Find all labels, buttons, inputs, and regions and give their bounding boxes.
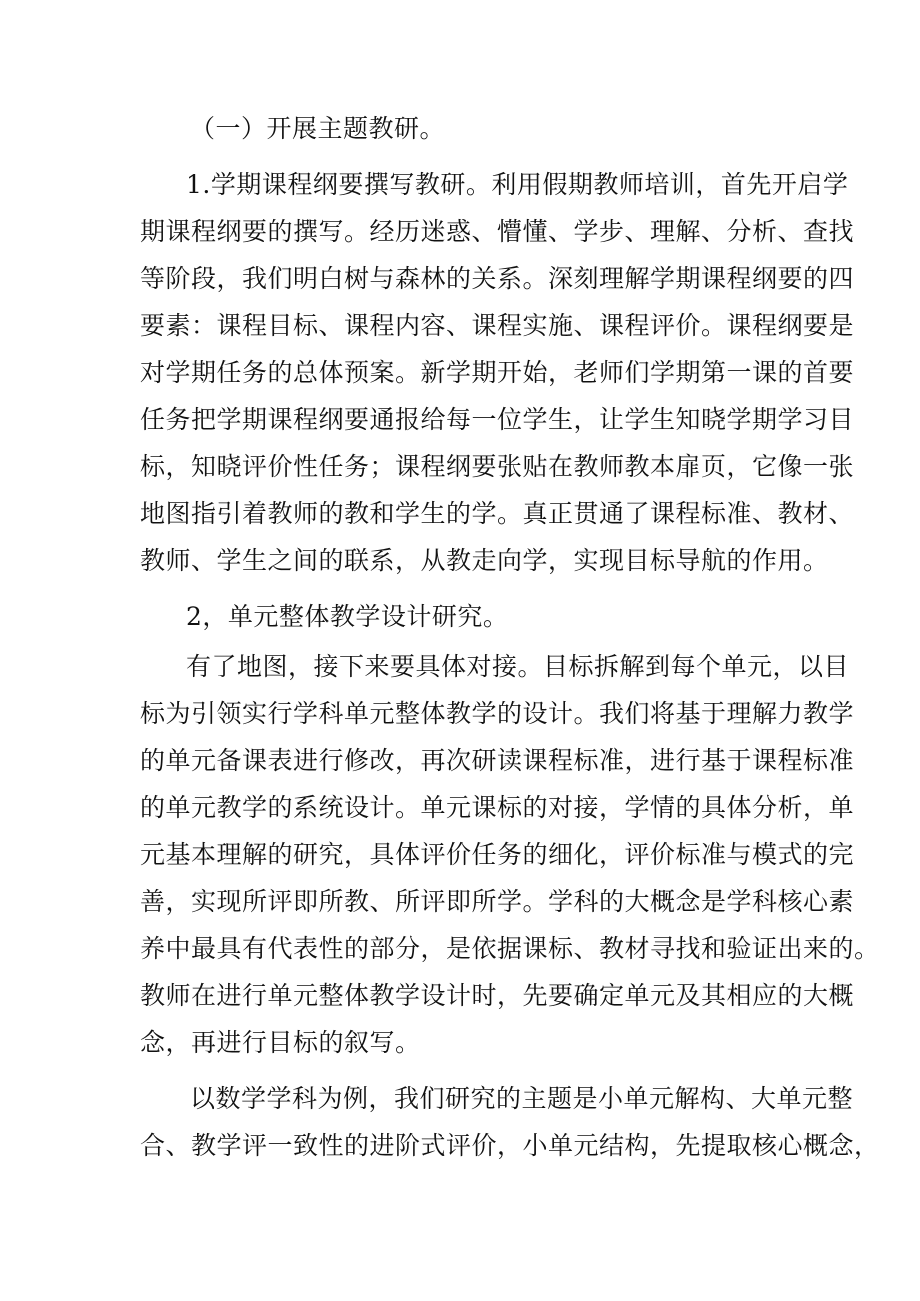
paragraph-line: 教师、学生之间的联系，从教走向学，实现目标导航的作用。 — [140, 546, 829, 575]
paragraph-line: 有了地图，接下来要具体对接。目标拆解到每个单元，以目 — [186, 652, 850, 681]
paragraph-line: 合、教学评一致性的进阶式评价，小单元结构，先提取核心概念， — [140, 1131, 880, 1160]
paragraph-line: 等阶段，我们明白树与森林的关系。深刻理解学期课程纲要的四 — [140, 264, 855, 293]
paragraph-line: 教师在进行单元整体教学设计时，先要确定单元及其相应的大概 — [140, 981, 855, 1010]
paragraph-line: 元基本理解的研究，具体评价任务的细化，评价标准与模式的完 — [140, 840, 855, 869]
paragraph-line: 期课程纲要的撰写。经历迷惑、懵懂、学步、理解、分析、查找 — [140, 217, 855, 246]
paragraph-line: 1.学期课程纲要撰写教研。利用假期教师培训，首先开启学 — [186, 170, 849, 199]
paragraph-line: 的单元备课表进行修改，再次研读课程标准，进行基于课程标准 — [140, 746, 855, 775]
paragraph-line: 地图指引着教师的教和学生的学。真正贯通了课程标准、教材、 — [140, 499, 855, 528]
paragraph-line: 对学期任务的总体预案。新学期开始，老师们学期第一课的首要 — [140, 358, 855, 387]
paragraph-line: 养中最具有代表性的部分，是依据课标、教材寻找和验证出来的。 — [140, 934, 880, 963]
paragraph-line: 标为引领实行学科单元整体教学的设计。我们将基于理解力教学 — [140, 699, 855, 728]
subsection-heading: 2，单元整体教学设计研究。 — [186, 602, 509, 631]
paragraph-line: 任务把学期课程纲要通报给每一位学生，让学生知晓学期学习目 — [140, 405, 855, 434]
paragraph-line: 要素：课程目标、课程内容、课程实施、课程评价。课程纲要是 — [140, 311, 855, 340]
paragraph-line: 的单元教学的系统设计。单元课标的对接，学情的具体分析，单 — [140, 793, 855, 822]
paragraph-line: 念，再进行目标的叙写。 — [140, 1028, 421, 1057]
paragraph-line: 标，知晓评价性任务；课程纲要张贴在教师教本扉页，它像一张 — [140, 452, 855, 481]
section-heading: （一）开展主题教研。 — [190, 114, 446, 143]
paragraph-line: 以数学学科为例，我们研究的主题是小单元解构、大单元整 — [190, 1084, 854, 1113]
paragraph-line: 善，实现所评即所教、所评即所学。学科的大概念是学科核心素 — [140, 887, 855, 916]
